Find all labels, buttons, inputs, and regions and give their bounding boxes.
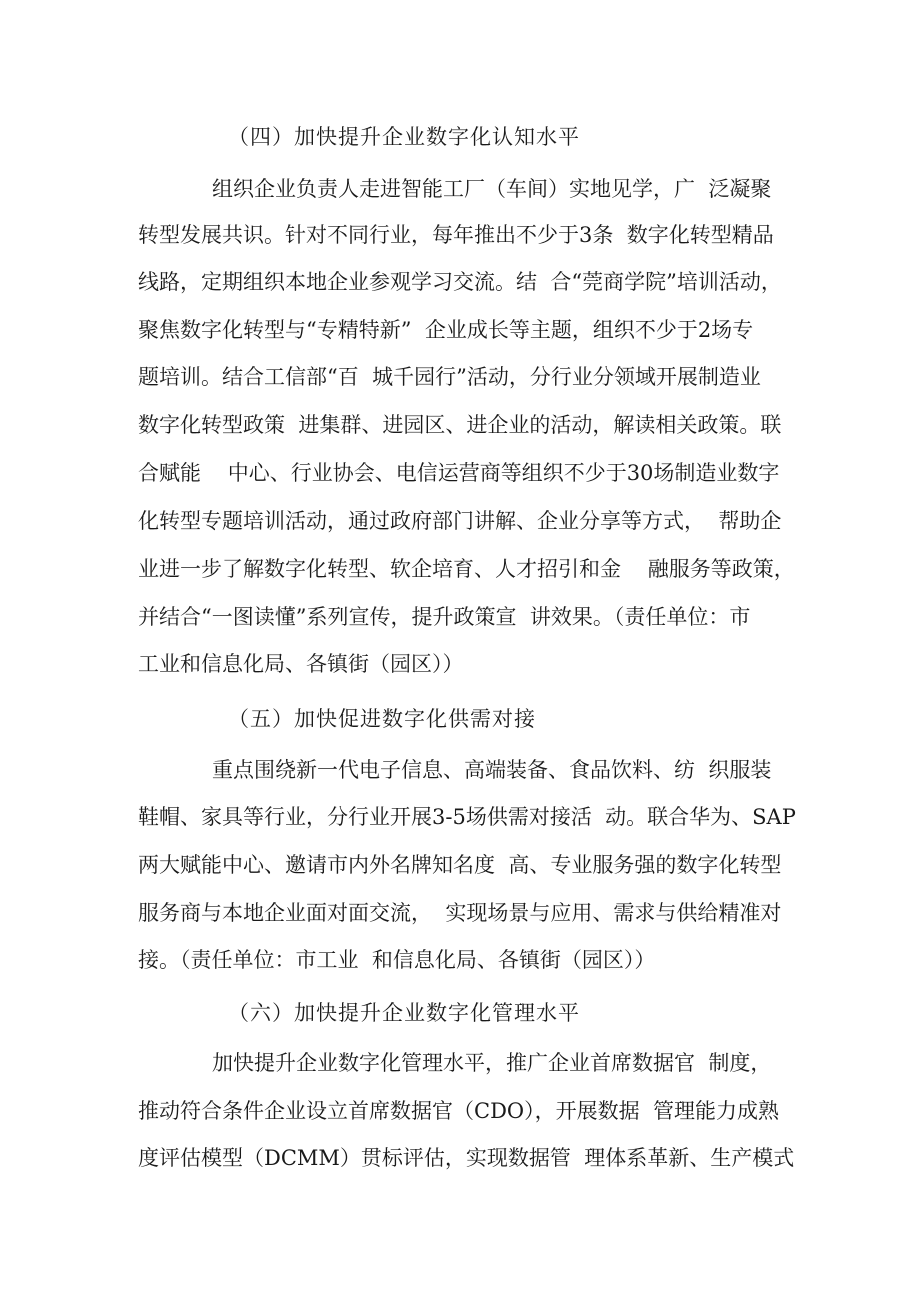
paragraph-line: 服务商与本地企业面对面交流， 实现场景与应用、需求与供给精准对 — [138, 901, 782, 925]
section-heading-6: （六）加快提升企业数字化管理水平 — [228, 1001, 580, 1025]
paragraph-line: 重点围绕新一代电子信息、高端装备、食品饮料、纺 织服装 — [212, 758, 772, 782]
paragraph-line: 题培训。结合工信部“百 城千园行”活动，分行业分领域开展制造业 — [138, 365, 761, 389]
paragraph-line: 鞋帽、家具等行业，分行业开展3-5场供需对接活 动。联合华为、SAP — [138, 805, 796, 829]
paragraph-line: 接。（责任单位：市工业 和信息化局、各镇街（园区）） — [138, 948, 656, 972]
paragraph-line: 并结合“一图读懂”系列宣传，提升政策宣 讲效果。（责任单位：市 — [138, 605, 751, 629]
paragraph-line: 推动符合条件企业设立首席数据官（CDO），开展数据 管理能力成熟 — [138, 1099, 779, 1123]
paragraph-line: 线路，定期组织本地企业参观学习交流。结 合“莞商学院”培训活动， — [138, 270, 782, 294]
paragraph-line: 加快提升企业数字化管理水平，推广企业首席数据官 制度， — [212, 1051, 772, 1075]
paragraph-line: 度评估模型（DCMM）贯标评估，实现数据管 理体系革新、生产模式 — [138, 1146, 795, 1170]
paragraph-line: 转型发展共识。针对不同行业，每年推出不少于3条 数字化转型精品 — [138, 223, 774, 247]
paragraph-line: 数字化转型政策 进集群、进园区、进企业的活动，解读相关政策。联 — [138, 413, 782, 437]
paragraph-line: 两大赋能中心、邀请市内外名牌知名度 高、专业服务强的数字化转型 — [138, 853, 782, 877]
paragraph-line: 聚焦数字化转型与“专精特新” 企业成长等主题，组织不少于2场专 — [138, 318, 754, 342]
paragraph-line: 组织企业负责人走进智能工厂（车间）实地见学，广 泛凝聚 — [212, 177, 772, 201]
section-heading-4: （四）加快提升企业数字化认知水平 — [228, 125, 580, 149]
paragraph-line: 工业和信息化局、各镇街（园区）） — [138, 652, 464, 676]
paragraph-line: 化转型专题培训活动，通过政府部门讲解、企业分享等方式， 帮助企 — [138, 509, 782, 533]
paragraph-line: 合赋能 中心、行业协会、电信运营商等组织不少于30场制造业数字 — [138, 461, 780, 485]
section-heading-5: （五）加快促进数字化供需对接 — [228, 707, 536, 731]
paragraph-line: 业进一步了解数字化转型、软企培育、人才招引和金 融服务等政策， — [138, 557, 795, 581]
